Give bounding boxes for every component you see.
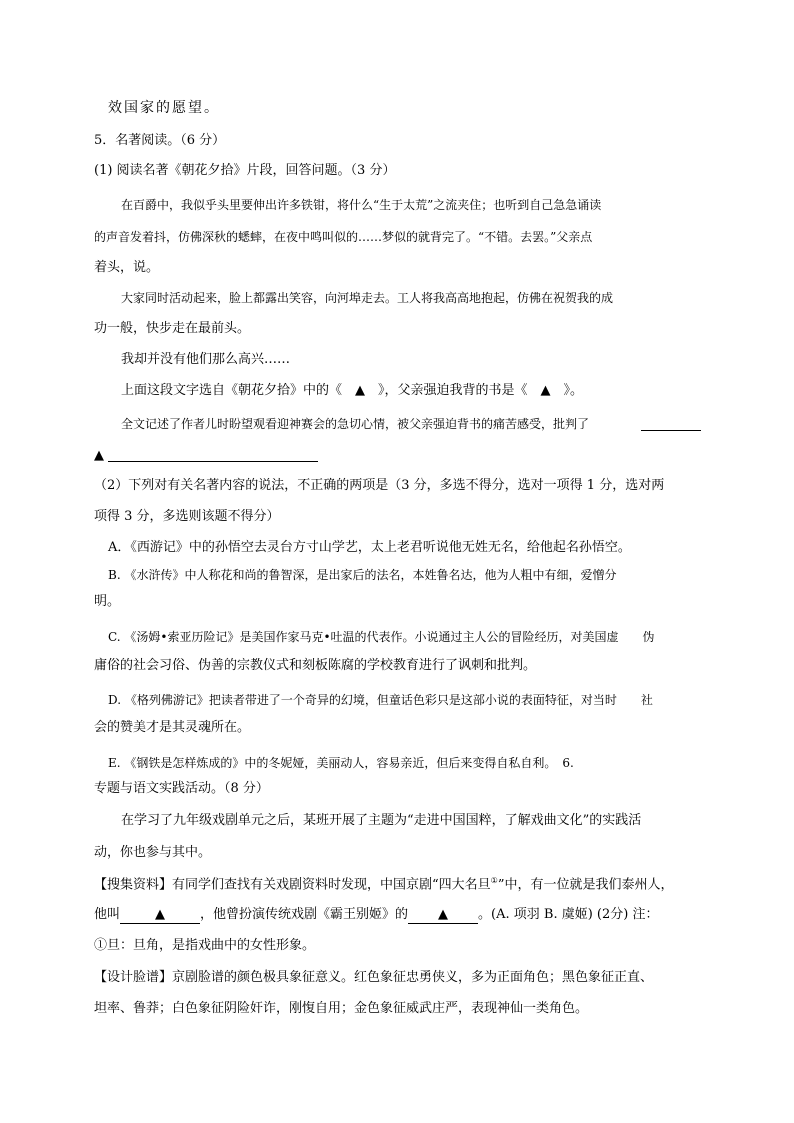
question-line: 全文记述了作者儿时盼望观看迎神赛会的急切心情，被父亲强迫背书的痛苦感受，批判了 <box>121 417 590 431</box>
footnote: ①旦：旦角，是指戏曲中的女性形象。 <box>94 938 316 953</box>
question-6-heading: 专题与语文实践活动。（8 分） <box>94 781 269 796</box>
text-span: ，他曾扮演传统戏剧《霸王别姬》的 <box>200 907 409 922</box>
question-5-2-heading: （2）下列对有关名著内容的说法，不正确的两项是（3 分，多选不得分，选对一项得 1 分，选对两 <box>94 478 665 493</box>
answer-mark: ▲ <box>438 907 449 922</box>
design-mask-line: 【设计脸谱】京剧脸谱的颜色极具象征意义。红色象征忠勇侠义，多为正面角色；黑色象征正直、 <box>94 970 654 985</box>
question-line: 动，你也参与其中。 <box>94 845 212 860</box>
option-a: A．《西游记》中的孙悟空去灵台方寸山学艺，太上老君听说他无姓无名，给他起名孙悟空。 <box>108 540 631 555</box>
question-line: 在学习了九年级戏剧单元之后，某班开展了主题为“走进中国国粹，了解戏曲文化”的实践活 <box>121 813 642 828</box>
option-c: C. 《汤姆•索亚历险记》是美国作家马克•吐温的代表作。小说通过主人公的冒险经历，对美国虚 伪 <box>108 630 655 644</box>
question-5-heading: 5．名著阅读。（6 分） <box>94 133 226 148</box>
text-span: 。(A. 项羽 B. 虞姬) (2分) 注： <box>478 907 659 922</box>
option-c-cont: 庸俗的社会习俗、伪善的宗教仪式和刻板陈腐的学校教育进行了讽刺和批判。 <box>94 658 537 673</box>
option-b-cont: 明。 <box>94 594 121 609</box>
passage-line: 功一般，快步走在最前头。 <box>94 321 251 336</box>
design-mask-line: 坦率、鲁莽；白色象征阴险奸诈，刚愎自用；金色象征威武庄严，表现神仙一类角色。 <box>94 1001 589 1016</box>
collect-materials-text-cont: ”中，有一位就是我们泰州人， <box>497 877 674 893</box>
collect-materials-text: 【搜集资料】有同学们查找有关戏剧资料时发现，中国京剧“四大名旦 <box>94 877 491 893</box>
option-e: E. 《钢铁是怎样炼成的》中的冬妮娅，美丽动人，容易亲近，但后来变得自私自利。 6. <box>108 756 574 770</box>
answer-mark: ▲ <box>155 907 166 922</box>
passage-line: 我却并没有他们那么高兴…… <box>121 352 291 367</box>
answer-mark: ▲ <box>94 448 104 463</box>
option-d: D. 《格列佛游记》把读者带进了一个奇异的幻境，但童话色彩只是这部小说的表面特征，对当时 社 <box>108 693 653 707</box>
answer-blank <box>641 430 701 431</box>
passage-line: 在百爵中，我似乎头里要伸出许多铁钳，将什么“生于太荒”之流夹住；也听到自己急急诵读 <box>121 198 602 212</box>
passage-line: 的声音发着抖，仿佛深秋的蟋蟀，在夜中鸣叫似的……梦似的就背完了。“不错。去罢。”父亲点 <box>94 230 593 244</box>
footnote-mark: ① <box>490 876 498 885</box>
answer-blank <box>120 907 200 924</box>
answer-blank <box>108 461 318 462</box>
text-span: 他叫 <box>94 907 121 922</box>
question-line: 上面这段文字选自《朝花夕拾》中的《 ▲ 》，父亲强迫我背的书是《 ▲ 》。 <box>121 383 583 398</box>
question-line: 项得 3 分，多选则该题不得分） <box>94 509 280 524</box>
passage-line: 大家同时活动起来，脸上都露出笑容，向河埠走去。工人将我高高地抱起，仿佛在祝贺我的成 <box>121 291 614 305</box>
question-5-1-heading: (1) 阅读名著《朝花夕拾》片段，回答问题。（3 分） <box>94 163 396 178</box>
text-line: 效国家的愿望。 <box>108 100 220 116</box>
collect-materials-line <box>94 876 673 893</box>
option-b: B. 《水浒传》中人称花和尚的鲁智深，是出家后的法名，本姓鲁名达，他为人粗中有细，爱憎分 <box>108 568 617 582</box>
fill-blank-line <box>94 907 658 924</box>
option-d-cont: 会的赞美才是其灵魂所在。 <box>94 720 251 735</box>
passage-line: 着头，说。 <box>94 260 160 275</box>
answer-blank <box>408 907 478 924</box>
